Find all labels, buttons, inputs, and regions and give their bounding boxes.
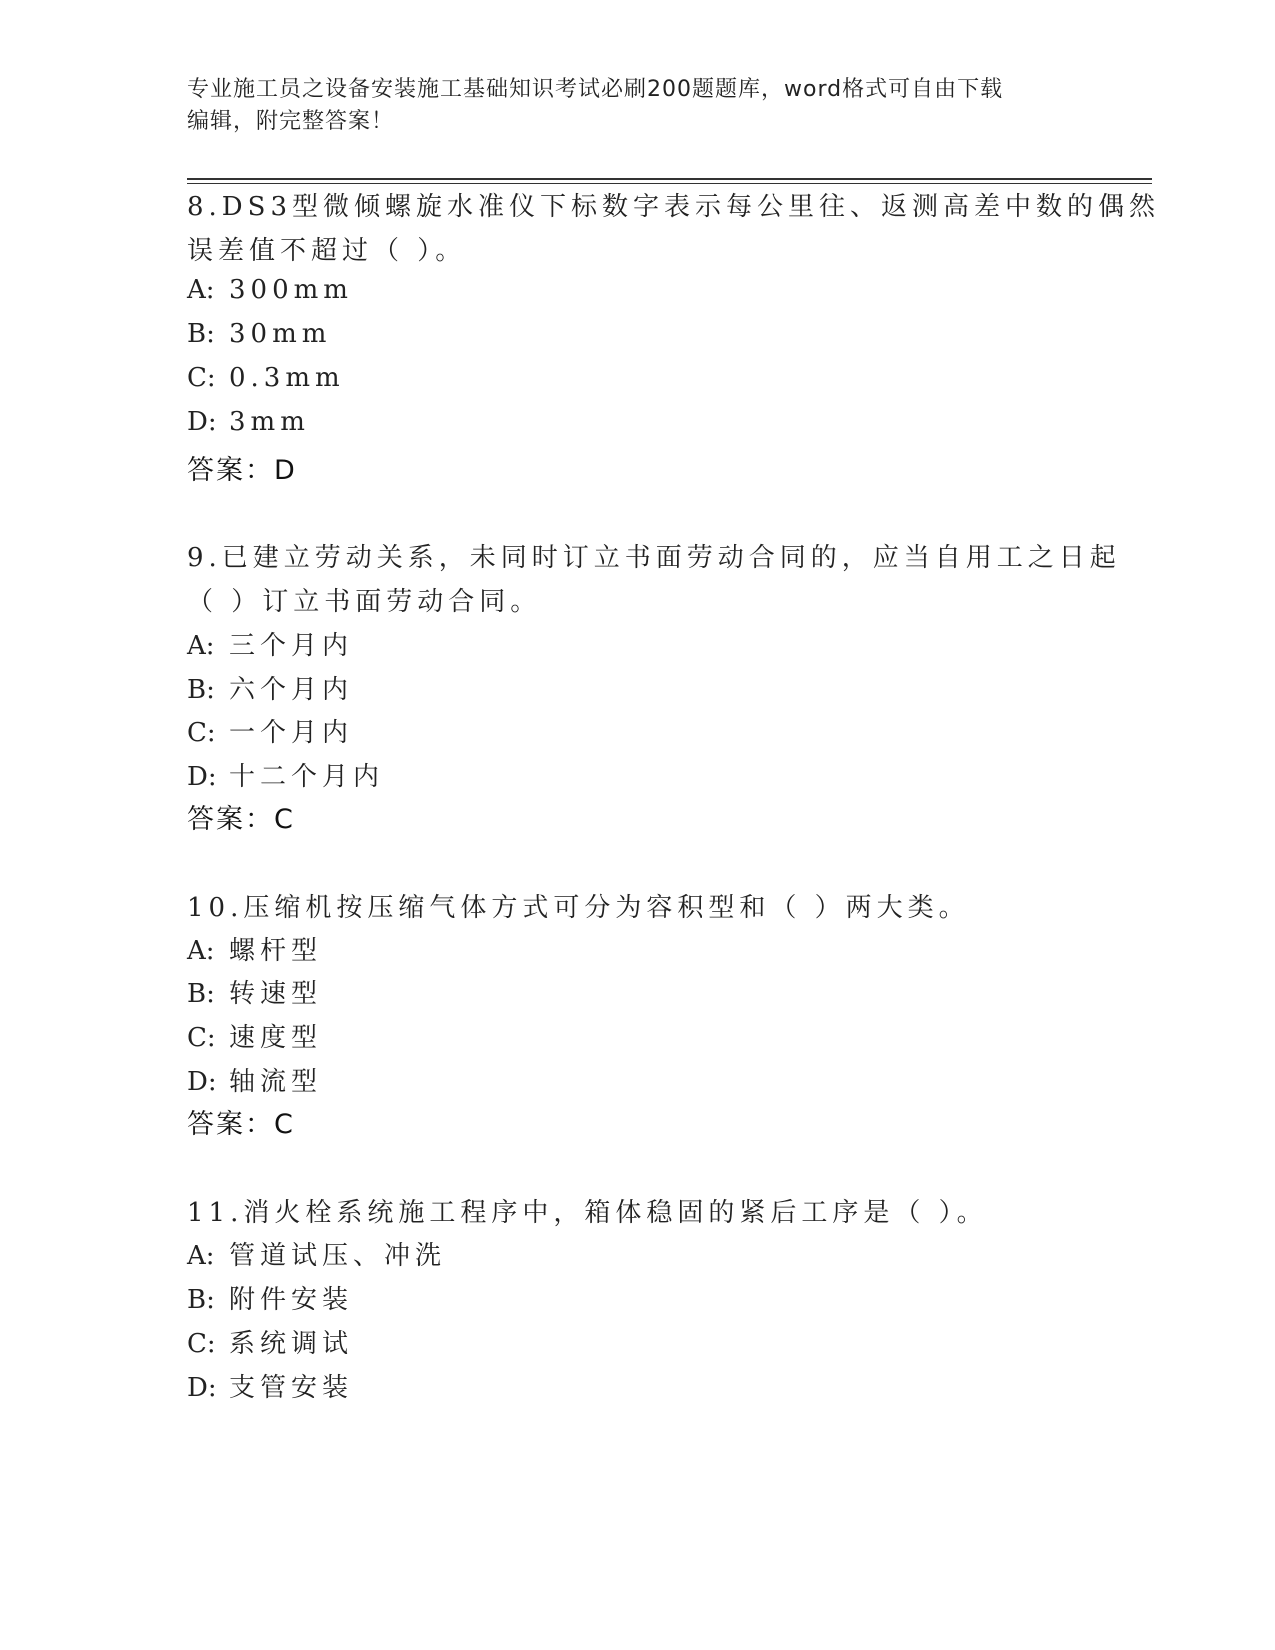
option-text: 一个月内: [229, 718, 354, 748]
option-letter: D:: [187, 1373, 217, 1403]
option-a: [187, 275, 353, 305]
option-d: [187, 756, 384, 793]
option-text: 管道试压、冲洗: [229, 1241, 447, 1271]
option-letter: A:: [187, 936, 215, 966]
option-letter: B:: [187, 319, 215, 349]
option-text: 螺杆型: [229, 936, 323, 966]
option-d: [187, 1367, 353, 1404]
option-c: [187, 712, 353, 749]
option-text: 转速型: [229, 979, 323, 1009]
option-text: 附件安装: [229, 1285, 354, 1315]
header-line-1: 专业施工员之设备安装施工基础知识考试必刷200题题库，word格式可自由下载: [187, 77, 1004, 102]
option-letter: D:: [187, 1067, 217, 1097]
option-letter: A:: [187, 275, 215, 305]
question-stem-line: 8.DS3型微倾螺旋水准仪下标数字表示每公里往、返测高差中数的偶然: [187, 192, 1161, 222]
option-text: 300mm: [229, 275, 353, 305]
option-letter: B:: [187, 979, 215, 1009]
option-letter: C:: [187, 1023, 216, 1053]
option-letter: C:: [187, 718, 216, 748]
option-text: 支管安装: [229, 1373, 354, 1403]
option-letter: D:: [187, 407, 217, 437]
option-letter: B:: [187, 675, 215, 705]
option-b: [187, 669, 353, 706]
question-stem-line: 11.消火栓系统施工程序中，箱体稳固的紧后工序是（ ）。: [187, 1198, 988, 1228]
question-stem-line: 误差值不超过（ ）。: [187, 236, 467, 266]
answer-label: 答案：D: [187, 455, 297, 486]
header-divider-thick: [187, 178, 1152, 180]
option-letter: C:: [187, 363, 216, 393]
option-letter: A:: [187, 631, 215, 661]
option-letter: A:: [187, 1241, 215, 1271]
document-header: [187, 74, 1067, 138]
option-text: 速度型: [229, 1023, 323, 1053]
answer-label: 答案：C: [187, 1109, 295, 1140]
option-text: 3mm: [229, 407, 310, 437]
option-a: [187, 1235, 446, 1272]
option-text: 三个月内: [229, 631, 354, 661]
option-a: [187, 625, 353, 662]
header-divider-thin: [187, 183, 1152, 184]
option-text: 0.3mm: [229, 363, 345, 393]
option-text: 轴流型: [229, 1067, 323, 1097]
option-d: [187, 1061, 322, 1098]
option-letter: D:: [187, 762, 217, 792]
option-a: [187, 930, 322, 967]
option-c: [187, 363, 345, 393]
header-line-2: 编辑，附完整答案！: [187, 109, 395, 134]
option-b: [187, 1279, 353, 1316]
question-stem-line: （ ）订立书面劳动合同。: [187, 587, 542, 617]
option-c: [187, 1323, 353, 1360]
answer-label: 答案：C: [187, 804, 295, 835]
option-d: [187, 407, 310, 437]
option-text: 六个月内: [229, 675, 354, 705]
option-text: 系统调试: [229, 1329, 354, 1359]
question-stem-line: 10.压缩机按压缩气体方式可分为容积型和（ ）两大类。: [187, 893, 970, 923]
option-text: 十二个月内: [229, 762, 385, 792]
question-stem-line: 9.已建立劳动关系，未同时订立书面劳动合同的，应当自用工之日起: [187, 543, 1121, 573]
option-c: [187, 1017, 322, 1054]
option-b: [187, 973, 322, 1010]
option-text: 30mm: [229, 319, 332, 349]
option-letter: B:: [187, 1285, 215, 1315]
option-b: [187, 319, 331, 349]
option-letter: C:: [187, 1329, 216, 1359]
